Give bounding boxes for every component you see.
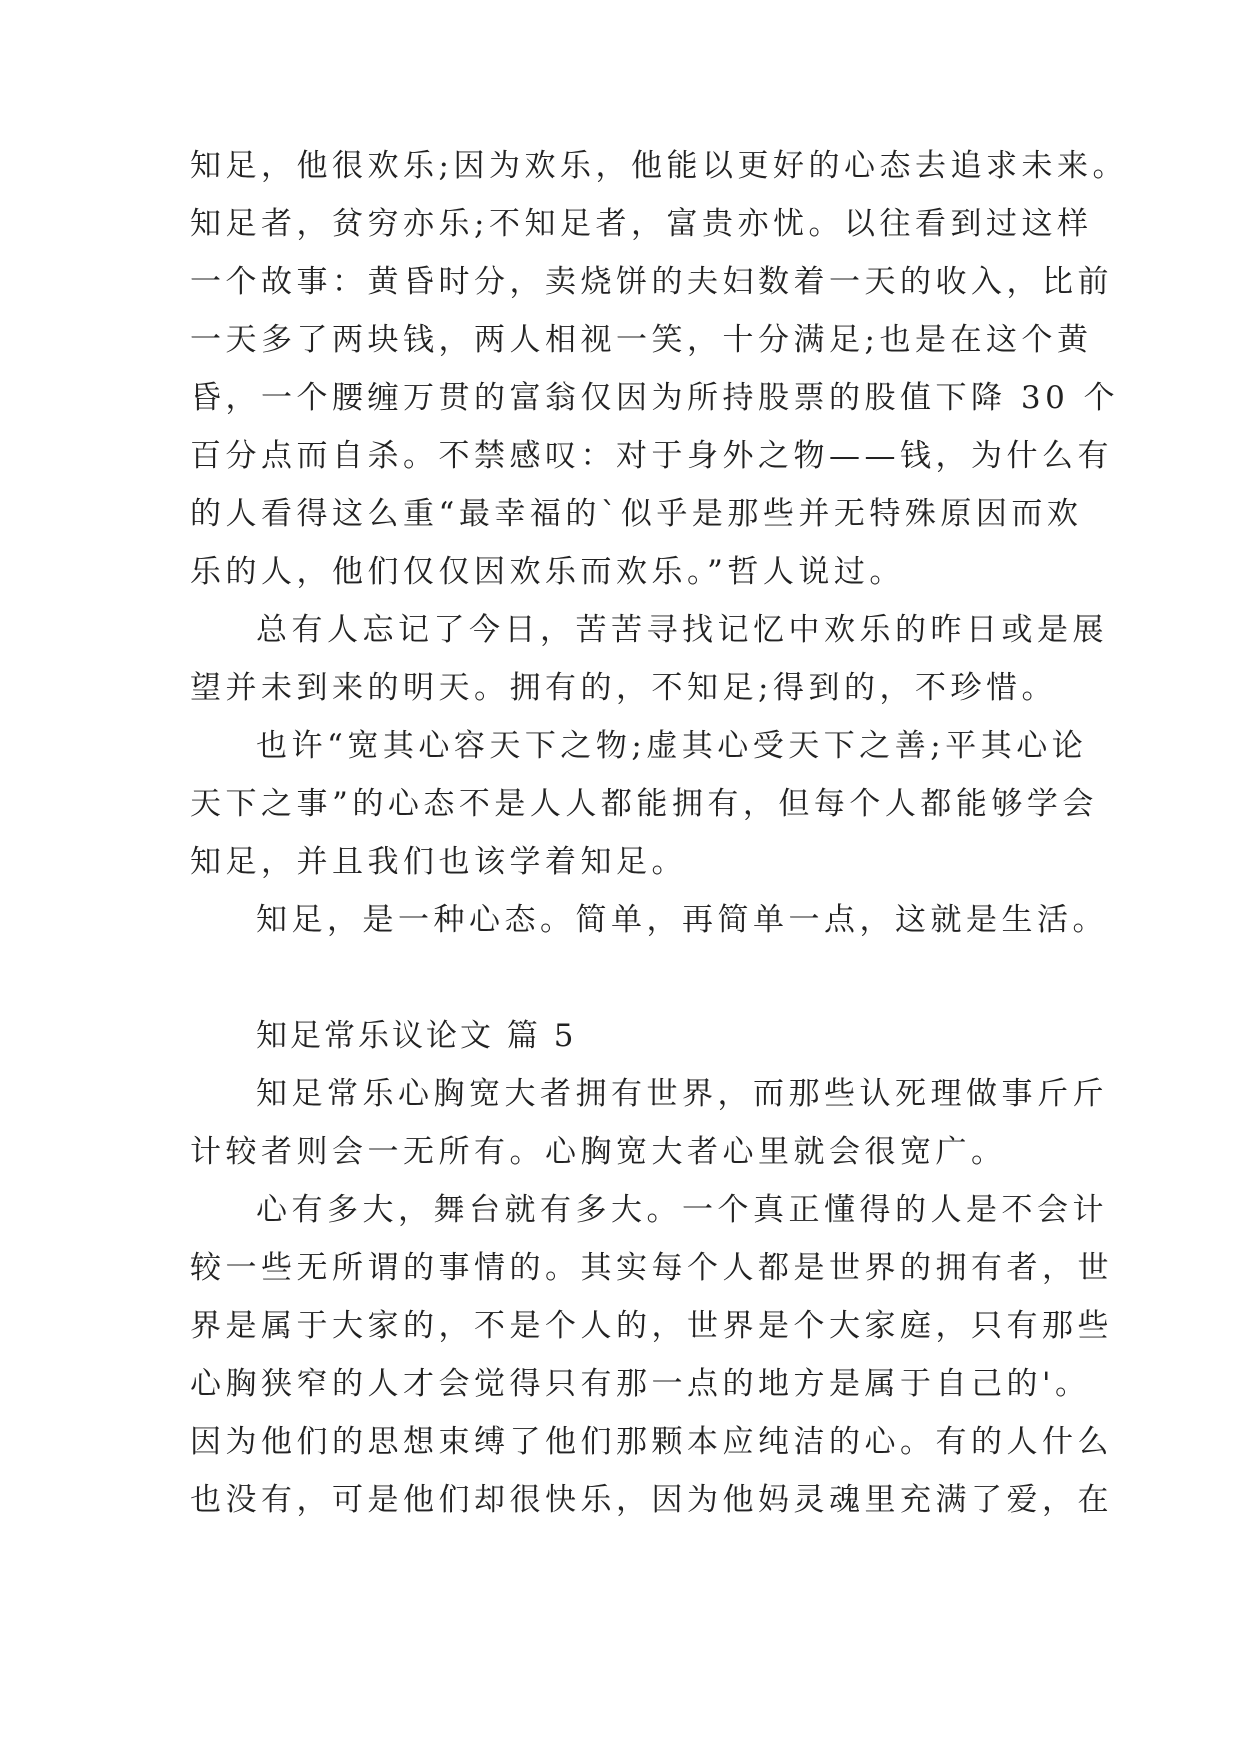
paragraph-line: 知足常乐心胸宽大者拥有世界，而那些认死理做事斤斤 <box>256 1076 1108 1112</box>
section-heading: 知足常乐议论文 篇 5 <box>256 1018 577 1054</box>
paragraph-line: 知足，并且我们也该学着知足。 <box>190 844 687 880</box>
paragraph-line: 天下之事”的心态不是人人都能拥有，但每个人都能够学会 <box>190 786 1098 822</box>
paragraph-line: 较一些无所谓的事情的。其实每个人都是世界的拥有者，世 <box>190 1250 1113 1286</box>
paragraph-line: 也没有，可是他们却很快乐，因为他妈灵魂里充满了爱，在 <box>190 1482 1113 1518</box>
paragraph-line: 昏，一个腰缠万贯的富翁仅因为所持股票的股值下降 30 个 <box>190 380 1120 416</box>
paragraph-line: 乐的人，他们仅仅因欢乐而欢乐。”哲人说过。 <box>190 554 905 590</box>
paragraph-line: 因为他们的思想束缚了他们那颗本应纯洁的心。有的人什么 <box>190 1424 1113 1460</box>
paragraph-line: 望并未到来的明天。拥有的，不知足;得到的，不珍惜。 <box>190 670 1057 706</box>
paragraph-line: 一个故事：黄昏时分，卖烧饼的夫妇数着一天的收入，比前 <box>190 264 1113 300</box>
paragraph-line: 心胸狭窄的人才会觉得只有那一点的地方是属于自己的'。 <box>190 1366 1091 1402</box>
paragraph-line: 计较者则会一无所有。心胸宽大者心里就会很宽广。 <box>190 1134 1007 1170</box>
paragraph-line: 心有多大，舞台就有多大。一个真正懂得的人是不会计 <box>256 1192 1108 1228</box>
paragraph-line: 知足，他很欢乐;因为欢乐，他能以更好的心态去追求未来。 <box>190 148 1128 184</box>
paragraph-line: 百分点而自杀。不禁感叹：对于身外之物——钱，为什么有 <box>190 438 1113 474</box>
paragraph-line: 一天多了两块钱，两人相视一笑，十分满足;也是在这个黄 <box>190 322 1093 358</box>
paragraph-line: 知足者，贫穷亦乐;不知足者，富贵亦忧。以往看到过这样 <box>190 206 1093 242</box>
paragraph-line: 总有人忘记了今日，苦苦寻找记忆中欢乐的昨日或是展 <box>256 612 1108 648</box>
paragraph-line: 也许“宽其心容天下之物;虚其心受天下之善;平其心论 <box>256 728 1088 764</box>
paragraph-line: 的人看得这么重“最幸福的`似乎是那些并无特殊原因而欢 <box>190 496 1083 532</box>
paragraph-line: 界是属于大家的，不是个人的，世界是个大家庭，只有那些 <box>190 1308 1113 1344</box>
paragraph-line: 知足，是一种心态。简单，再简单一点，这就是生活。 <box>256 902 1108 938</box>
